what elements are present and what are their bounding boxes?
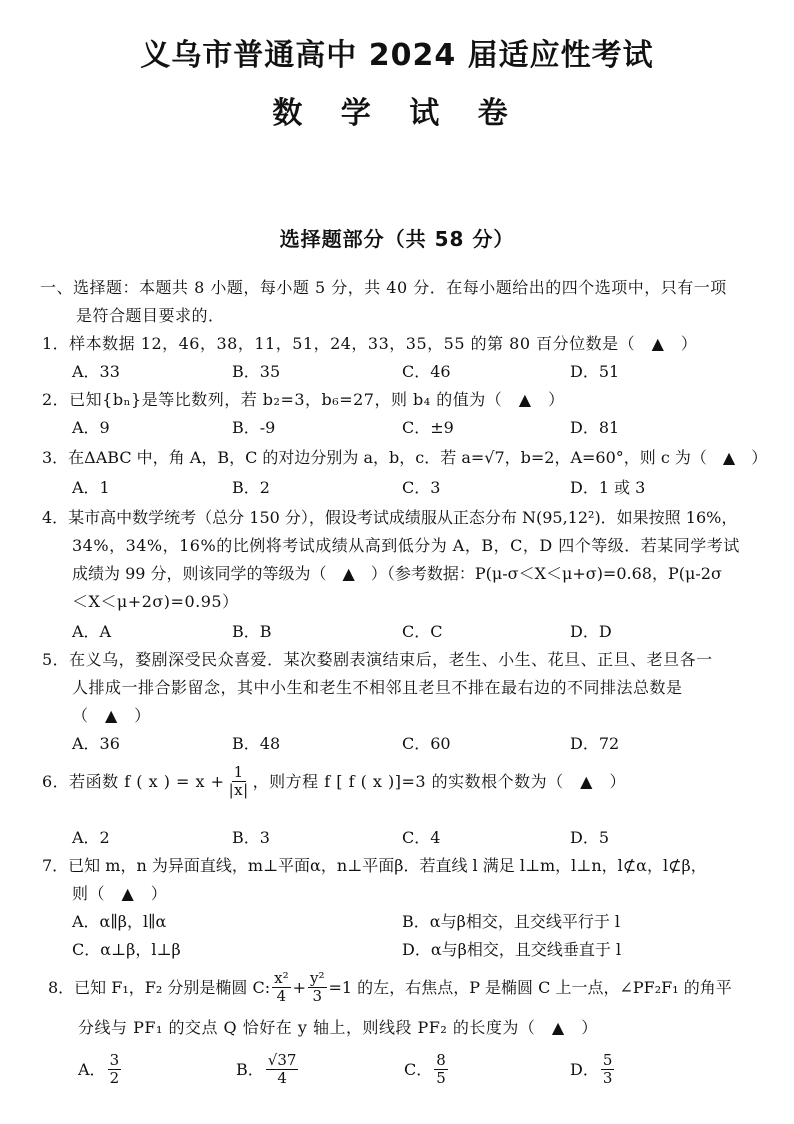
- question-4-line-3: 成绩为 99 分，则该同学的等级为（ ▲ ）（参考数据：P(μ-σ＜X＜μ+σ)=0.68，P(μ-2σ: [72, 564, 722, 583]
- question-8-option-c: [404, 1052, 450, 1087]
- question-7-option-b: B．α与β相交，且交线平行于 l: [402, 912, 621, 931]
- question-8-option-a-label: A．: [78, 1059, 106, 1079]
- question-8-frac-x-den: 4: [276, 987, 287, 1005]
- question-5-option-c: C．60: [402, 734, 451, 753]
- question-6-fraction: [227, 764, 251, 799]
- question-2-option-c: C．±9: [402, 418, 454, 437]
- question-8-option-c-den: 5: [436, 1069, 446, 1087]
- question-6-option-d: D．5: [570, 828, 610, 847]
- question-8-option-b-label: B．: [236, 1059, 264, 1079]
- question-3-option-c: C．3: [402, 478, 441, 497]
- question-2-option-b: B．-9: [232, 418, 276, 437]
- exam-subtitle: 数 学 试 卷: [272, 96, 522, 131]
- question-4-line-4: ＜X＜μ+2σ)=0.95）: [72, 592, 239, 611]
- question-8-option-c-num: 8: [436, 1051, 446, 1069]
- question-5-line-3: （ ▲ ）: [72, 706, 151, 725]
- question-8-option-d: [570, 1052, 616, 1087]
- question-1-text: 1．样本数据 12，46，38，11，51，24，33，35，55 的第 80 百分位数是（ ▲ ）: [42, 334, 698, 353]
- question-8-option-b-num: √37: [267, 1051, 297, 1069]
- question-8-prefix: 8．已知 F₁，F₂ 分别是椭圆 C:: [48, 977, 271, 997]
- question-1-option-a: A．33: [72, 362, 120, 381]
- question-1-option-c: C．46: [402, 362, 451, 381]
- question-1-option-d: D．51: [570, 362, 620, 381]
- question-6-frac-den: |x|: [228, 781, 249, 799]
- question-6-prefix: 6．若函数 f ( x ) = x +: [42, 771, 225, 791]
- question-8-line-1-suffix: ，右焦点，P 是椭圆 C 上一点，∠PF₂F₁ 的角平: [389, 977, 732, 997]
- question-2-option-d: D．81: [570, 418, 620, 437]
- question-5-option-b: B．48: [232, 734, 281, 753]
- question-4-line-1: 4．某市高中数学统考（总分 150 分），假设考试成绩服从正态分布 N(95,12²)．如果按照 16%，: [42, 508, 738, 527]
- question-6-suffix: ，则方程 f [ f ( x )]=3 的实数根个数为（ ▲ ）: [252, 771, 626, 791]
- question-5-line-2: 人排成一排合影留念，其中小生和老生不相邻且老旦不排在最右边的不同排法总数是: [72, 678, 683, 697]
- question-8-option-d-den: 3: [602, 1069, 613, 1087]
- question-6-option-a: A．2: [72, 828, 110, 847]
- question-6-text: [42, 764, 626, 799]
- instruction-line-2: 是符合题目要求的．: [76, 306, 225, 325]
- question-8-frac-x-num: x²: [274, 969, 289, 987]
- question-3-text: 3．在ΔABC 中，角 A，B，C 的对边分别为 a，b，c．若 a=√7，b=2，A=60°，则 c 为（ ▲ ）: [42, 448, 768, 467]
- question-5-option-a: A．36: [72, 734, 120, 753]
- question-8-line-2: 分线与 PF₁ 的交点 Q 恰好在 y 轴上，则线段 PF₂ 的长度为（ ▲ ）: [78, 1018, 598, 1037]
- question-8-option-b: [236, 1052, 300, 1087]
- question-7-option-a: A．α∥β，l∥α: [72, 912, 167, 931]
- question-1-option-b: B．35: [232, 362, 281, 381]
- question-8-frac-x: [272, 970, 290, 1005]
- question-6-option-b: B．3: [232, 828, 270, 847]
- section-heading: 选择题部分（共 58 分）: [279, 227, 515, 251]
- question-8-option-b-den: 4: [277, 1069, 287, 1087]
- question-8-line-1: 8．已知 F₁，F₂ 分别是椭圆 C: $\frac{\text{x²}}{4}$ + $\frac{\text{y²}}{3}$ =1 的左 ，右焦点，P 是椭圆 C 上一点，∠PF₂F₁ 的角平: [48, 969, 732, 1005]
- question-8-ellipse-tail: =1 的左: [328, 977, 390, 997]
- question-5-option-d: D．72: [570, 734, 620, 753]
- instruction-line-1: 一、选择题：本题共 8 小题，每小题 5 分，共 40 分．在每小题给出的四个选项中，只有一项: [40, 278, 727, 297]
- question-4-option-b: B．B: [232, 622, 272, 641]
- question-8-option-d-label: D．: [570, 1059, 599, 1079]
- question-8-option-d-num: 5: [602, 1051, 613, 1069]
- question-7-option-c: C．α⊥β，l⊥β: [72, 940, 181, 959]
- question-4-option-c: C．C: [402, 622, 443, 641]
- question-6-frac-num: 1: [233, 763, 244, 781]
- question-3-option-a: A．1: [72, 478, 110, 497]
- question-5-line-1: 5．在义乌，婺剧深受民众喜爱．某次婺剧表演结束后，老生、小生、花旦、正旦、老旦各一: [42, 650, 713, 669]
- exam-title: 义乌市普通高中 2024 届适应性考试: [140, 38, 654, 73]
- question-4-option-d: D．D: [570, 622, 612, 641]
- question-7-line-2: 则（ ▲ ）: [72, 884, 168, 903]
- question-6-option-c: C．4: [402, 828, 441, 847]
- question-3-option-b: B．2: [232, 478, 270, 497]
- question-3-option-d: D．1 或 3: [570, 478, 646, 497]
- question-8-frac-y-den: 3: [312, 987, 323, 1005]
- question-8-option-a: [78, 1052, 123, 1087]
- question-8-frac-y: [308, 970, 327, 1005]
- question-4-option-a: A．A: [72, 622, 112, 641]
- question-7-line-1: 7．已知 m，n 为异面直线，m⊥平面α，n⊥平面β．若直线 l 满足 l⊥m，l⊥n，l⊄α，l⊄β，: [42, 856, 707, 875]
- question-8-frac-y-num: y²: [310, 969, 325, 987]
- question-4-line-2: 34%，34%，16%的比例将考试成绩从高到低分为 A，B，C，D 四个等级．若某同学考试: [72, 536, 740, 555]
- question-2-text: 2．已知{bₙ}是等比数列，若 b₂=3，b₆=27，则 b₄ 的值为（ ▲ ）: [42, 390, 565, 409]
- question-8-option-c-label: C．: [404, 1059, 433, 1079]
- question-2-option-a: A．9: [72, 418, 110, 437]
- question-8-option-a-num: 3: [109, 1051, 120, 1069]
- question-7-option-d: D．α与β相交，且交线垂直于 l: [402, 940, 622, 959]
- question-8-option-a-den: 2: [109, 1069, 120, 1087]
